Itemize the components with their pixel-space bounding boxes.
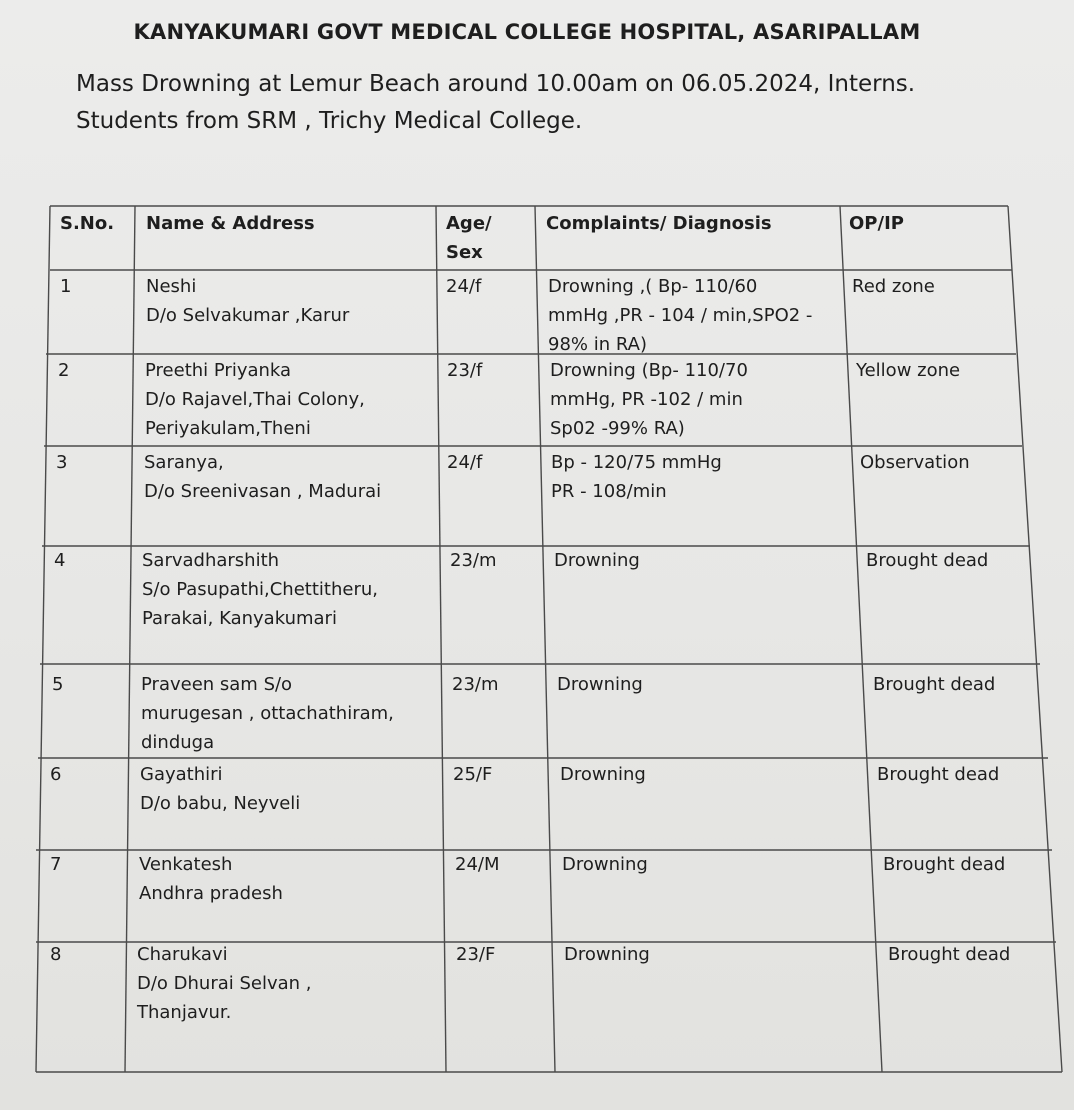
cell-op-ip-line: Red zone <box>852 276 935 297</box>
cell-name-address-line: D/o Dhurai Selvan , <box>137 973 312 994</box>
cell-complaints-diagnosis <box>551 448 722 506</box>
cell-op-ip-line: Yellow zone <box>856 360 961 381</box>
cell-age-sex <box>447 448 482 477</box>
cell-sno <box>60 272 71 301</box>
cell-complaints-diagnosis-line: mmHg ,PR - 104 / min,SPO2 - <box>548 305 813 326</box>
cell-age-sex <box>453 760 492 789</box>
cell-age-sex-line: 23/F <box>456 944 496 965</box>
incident-line-2: Students from SRM , Trichy Medical College. <box>76 108 583 134</box>
cell-complaints-diagnosis-line: mmHg, PR -102 / min <box>550 389 743 410</box>
cell-name-address-line: Preethi Priyanka <box>145 360 292 381</box>
cell-sno <box>50 940 61 969</box>
header-op-ip: OP/IP <box>849 213 904 234</box>
header-sex-line: Sex <box>446 242 483 263</box>
cell-op-ip <box>852 272 935 301</box>
cell-name-address-line: Venkatesh <box>139 854 233 875</box>
cell-op-ip <box>873 670 995 699</box>
cell-name-address-line: Periyakulam,Theni <box>145 418 311 439</box>
cell-name-address-line: D/o Selvakumar ,Karur <box>146 305 350 326</box>
cell-age-sex <box>447 356 482 385</box>
cell-complaints-diagnosis <box>557 670 643 699</box>
cell-complaints-diagnosis <box>562 850 648 879</box>
cell-name-address <box>139 850 283 908</box>
cell-complaints-diagnosis <box>560 760 646 789</box>
cell-age-sex <box>446 272 481 301</box>
cell-name-address-line: dinduga <box>141 732 215 753</box>
cell-name-address-line: D/o Rajavel,Thai Colony, <box>145 389 365 410</box>
cell-age-sex <box>452 670 499 699</box>
header-complaints-diagnosis: Complaints/ Diagnosis <box>546 213 772 234</box>
cell-name-address <box>144 448 381 506</box>
cell-sno <box>50 850 61 879</box>
cell-sno-line: 1 <box>60 276 72 297</box>
cell-age-sex-line: 24/f <box>446 276 482 297</box>
cell-sno-line: 6 <box>50 764 62 785</box>
cell-name-address-line: Praveen sam S/o <box>141 674 293 695</box>
cell-sno-line: 3 <box>56 452 68 473</box>
cell-complaints-diagnosis <box>548 272 812 359</box>
cell-op-ip <box>883 850 1005 879</box>
cell-op-ip-line: Brought dead <box>888 944 1011 965</box>
cell-name-address-line: S/o Pasupathi,Chettitheru, <box>142 579 378 600</box>
cell-complaints-diagnosis-line: 98% in RA) <box>548 334 647 355</box>
cell-name-address-line: D/o Sreenivasan , Madurai <box>144 481 382 502</box>
cell-name-address-line: Parakai, Kanyakumari <box>142 608 337 629</box>
cell-complaints-diagnosis-line: Drowning <box>564 944 650 965</box>
cell-complaints-diagnosis-line: Drowning <box>554 550 640 571</box>
cell-name-address <box>137 940 312 1027</box>
cell-op-ip <box>877 760 999 789</box>
cell-sno <box>56 448 67 477</box>
cell-name-address-line: D/o babu, Neyveli <box>140 793 301 814</box>
cell-op-ip <box>866 546 988 575</box>
cell-complaints-diagnosis <box>564 940 650 969</box>
cell-sno <box>50 760 61 789</box>
cell-sno-line: 7 <box>50 854 62 875</box>
cell-age-sex-line: 24/f <box>447 452 483 473</box>
cell-sno-line: 5 <box>52 674 64 695</box>
header-age-line: Age/ <box>446 213 492 234</box>
cell-complaints-diagnosis-line: PR - 108/min <box>551 481 667 502</box>
cell-sno-line: 8 <box>50 944 62 965</box>
cell-name-address-line: murugesan , ottachathiram, <box>141 703 394 724</box>
cell-complaints-diagnosis-line: Sp02 -99% RA) <box>550 418 685 439</box>
cell-name-address-line: Charukavi <box>137 944 228 965</box>
header-sno: S.No. <box>60 213 115 234</box>
cell-name-address <box>145 356 365 443</box>
cell-complaints-diagnosis-line: Drowning ,( Bp- 110/60 <box>548 276 758 297</box>
cell-sno-line: 2 <box>58 360 70 381</box>
cell-name-address-line: Sarvadharshith <box>142 550 280 571</box>
cell-name-address-line: Thanjavur. <box>137 1002 232 1023</box>
cell-name-address-line: Andhra pradesh <box>139 883 283 904</box>
cell-op-ip-line: Brought dead <box>873 674 996 695</box>
cell-complaints-diagnosis-line: Drowning <box>557 674 643 695</box>
header-age-sex <box>446 209 492 267</box>
cell-sno <box>58 356 69 385</box>
cell-complaints-diagnosis-line: Drowning <box>560 764 646 785</box>
cell-name-address <box>146 272 349 330</box>
cell-name-address-line: Saranya, <box>144 452 224 473</box>
cell-age-sex-line: 24/M <box>455 854 500 875</box>
cell-age-sex <box>450 546 497 575</box>
cell-complaints-diagnosis-line: Drowning (Bp- 110/70 <box>550 360 748 381</box>
cell-age-sex-line: 25/F <box>453 764 493 785</box>
header-name-address: Name & Address <box>146 213 315 234</box>
cell-age-sex-line: 23/m <box>450 550 497 571</box>
hospital-title: KANYAKUMARI GOVT MEDICAL COLLEGE HOSPITAL, ASARIPALLAM <box>133 20 921 44</box>
cell-op-ip <box>860 448 970 477</box>
cell-complaints-diagnosis <box>554 546 640 575</box>
cell-complaints-diagnosis <box>550 356 748 443</box>
cell-op-ip <box>856 356 960 385</box>
cell-op-ip-line: Brought dead <box>877 764 1000 785</box>
cell-name-address-line: Neshi <box>146 276 197 297</box>
cell-age-sex-line: 23/f <box>447 360 483 381</box>
cell-name-address-line: Gayathiri <box>140 764 223 785</box>
cell-age-sex <box>455 850 500 879</box>
cell-name-address <box>142 546 378 633</box>
cell-sno <box>52 670 63 699</box>
cell-complaints-diagnosis-line: Bp - 120/75 mmHg <box>551 452 722 473</box>
cell-age-sex-line: 23/m <box>452 674 499 695</box>
incident-line-1: Mass Drowning at Lemur Beach around 10.00am on 06.05.2024, Interns. <box>76 71 916 97</box>
cell-sno-line: 4 <box>54 550 66 571</box>
cell-op-ip-line: Observation <box>860 452 970 473</box>
cell-op-ip-line: Brought dead <box>883 854 1006 875</box>
cell-name-address <box>141 670 394 757</box>
cell-op-ip-line: Brought dead <box>866 550 989 571</box>
cell-complaints-diagnosis-line: Drowning <box>562 854 648 875</box>
cell-sno <box>54 546 65 575</box>
cell-age-sex <box>456 940 495 969</box>
cell-op-ip <box>888 940 1010 969</box>
cell-name-address <box>140 760 300 818</box>
